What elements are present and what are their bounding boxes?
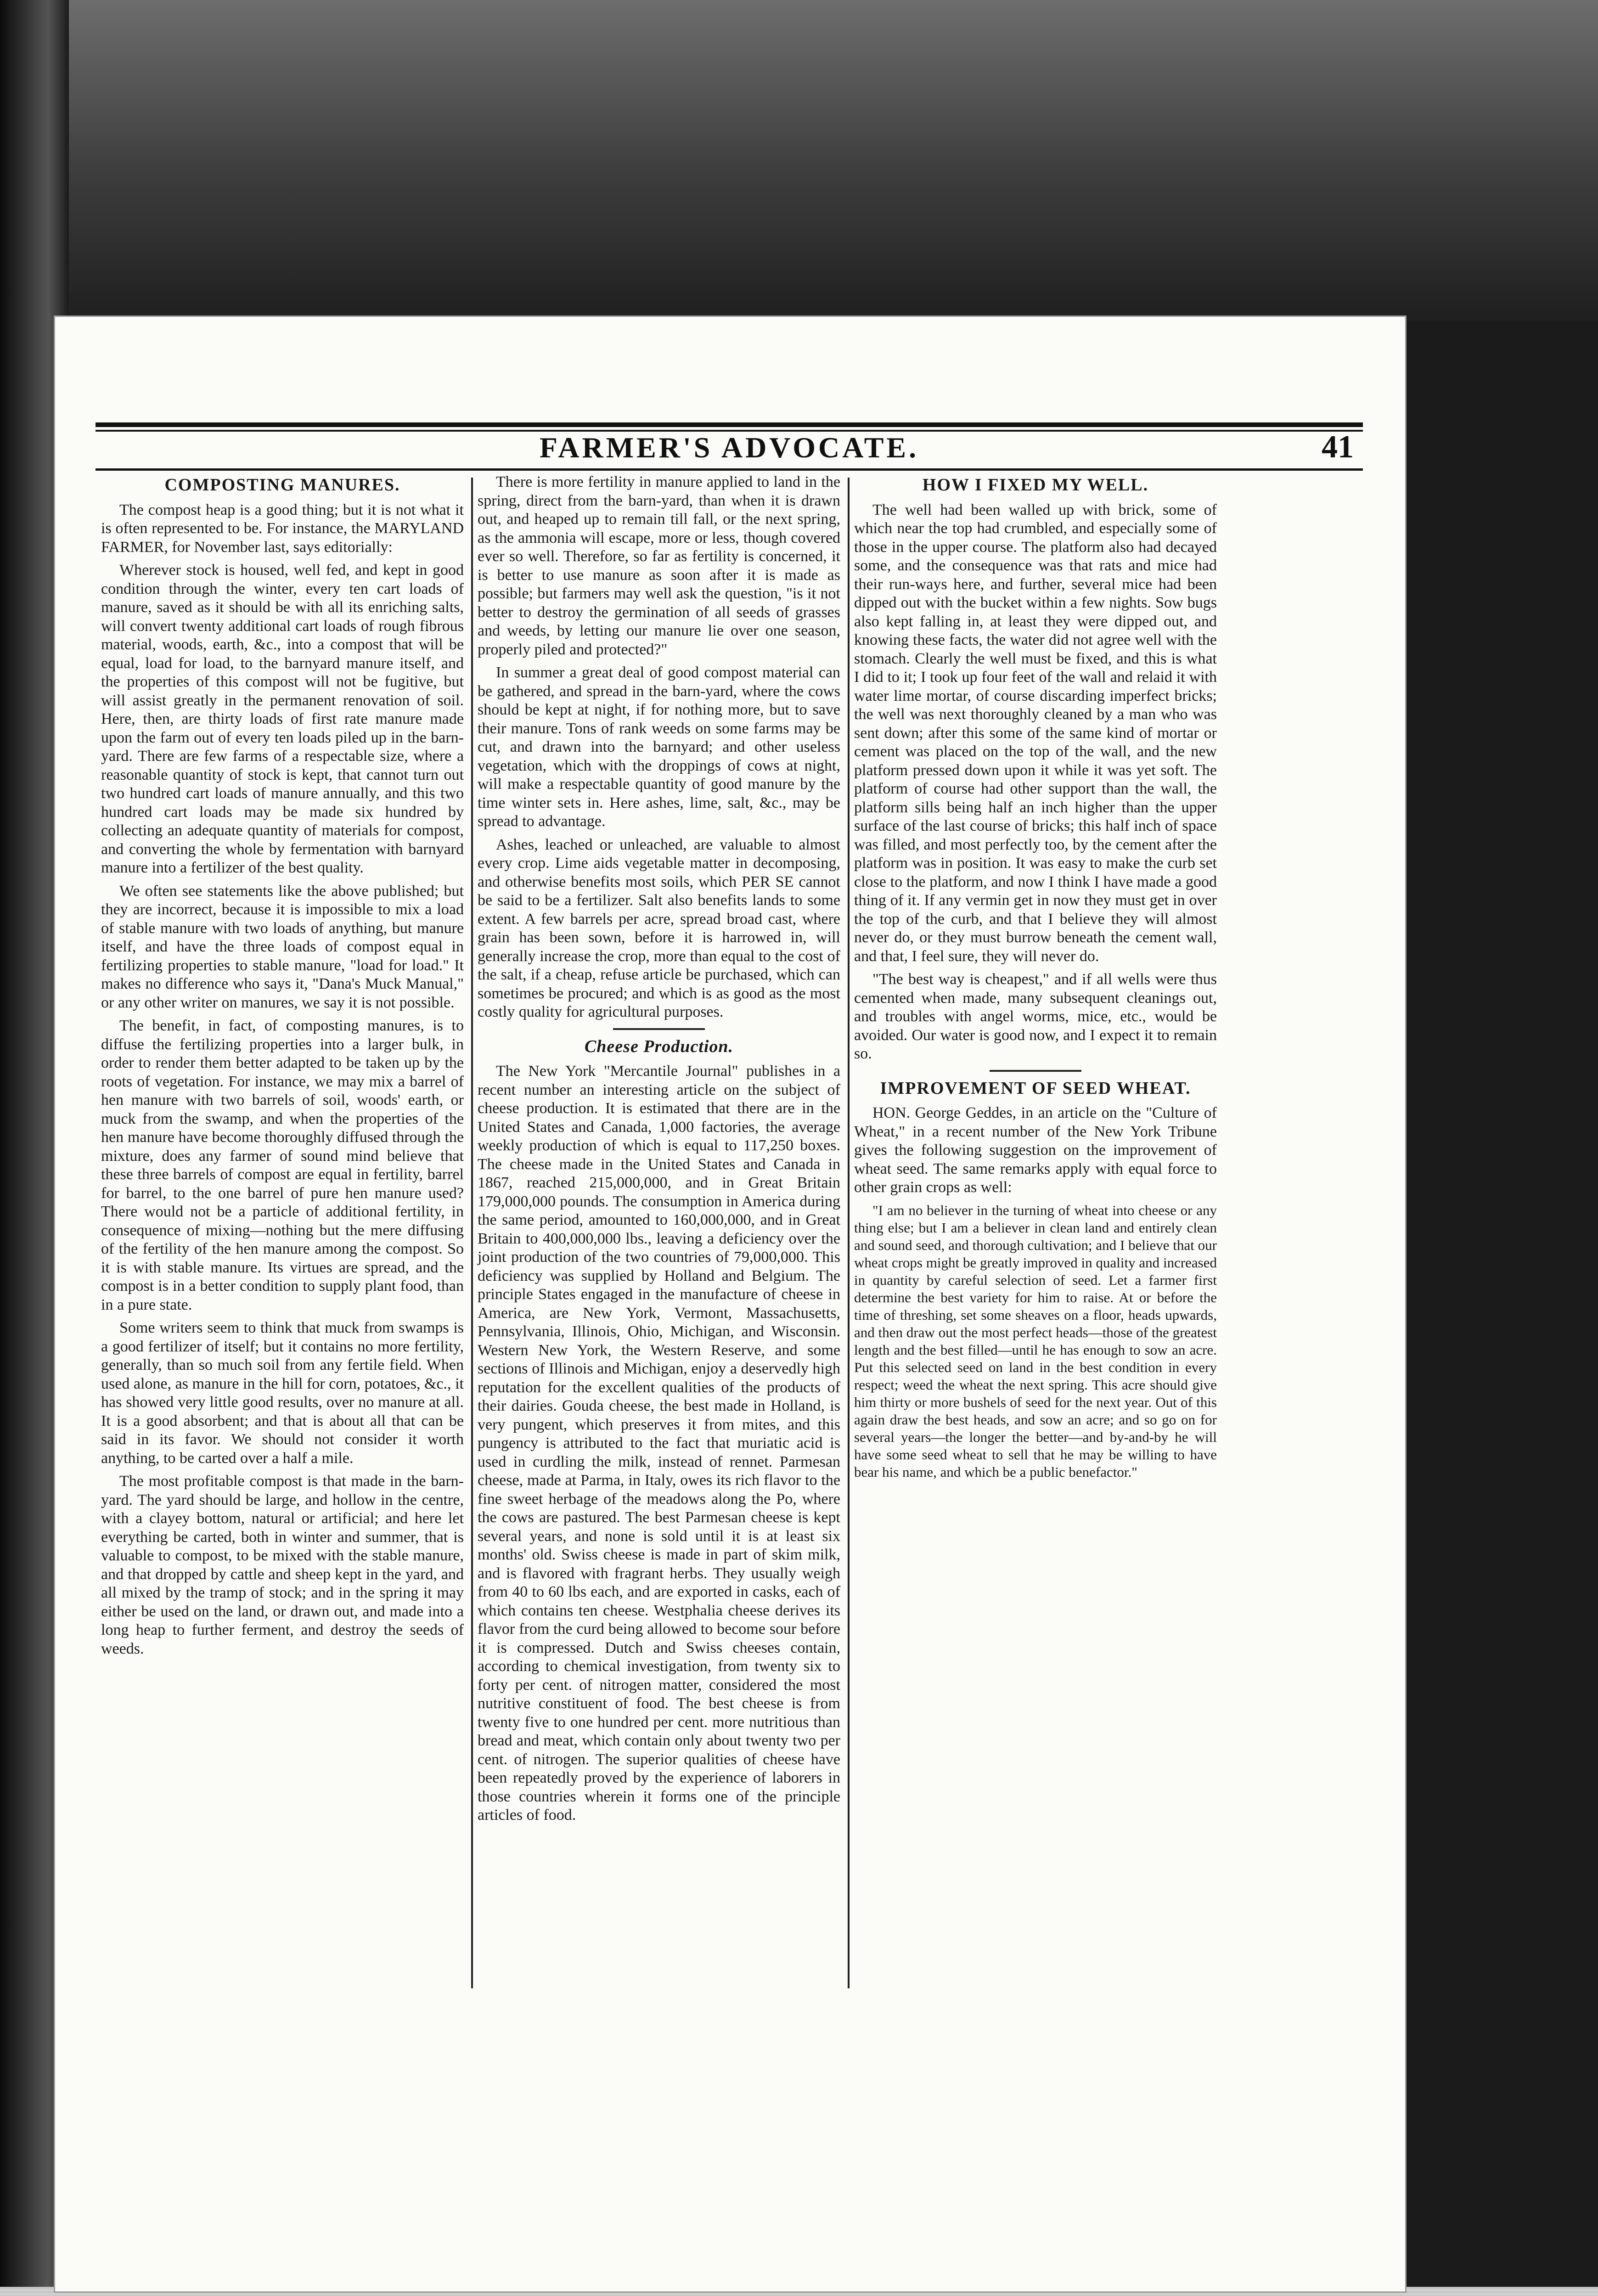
article-title-seed-wheat: IMPROVEMENT OF SEED WHEAT. — [880, 1078, 1191, 1098]
article-paragraph: We often see statements like the above published; but they are incorrect, because it is impossible to mix a load of stable manure with two loads of anything, but manure itself, and have the three loads of compost equal in fertilizing properties to stable manure, "load for load." It makes no difference who says it, "Dana's Muck Manual," or any other writer on manures, we say it is not possible. — [101, 882, 464, 1011]
article-paragraph: The compost heap is a good thing; but it is not what it is often represented to be. For instance, the MARYLAND FARMER, for November last, says editorially: — [101, 501, 464, 556]
article-paragraph: The well had been walled up with brick, some of which near the top had crumbled, and especially some of those in the upper course. The platform also had decayed some, and the consequence was that rats and mice had their run-ways here, and further, several mice had been dipped out with the bucket within a few nights. Sow bugs also kept falling in, at least they were dipped out, and knowing these facts, the water did not agree well with the stomach. Clearly the well must be fixed, and this is what I did to it; I took up four feet of the wall and relaid it with water lime mortar, of course discarding imperfect bricks; the well was next thoroughly cleaned by a man who was sent down; after this some of the same kind of mortar or cement was placed on the top of the wall, and the new platform pressed down upon it while it was yet soft. The platform of course had other support than the wall, the platform sills being half an inch higher than the upper surface of the last course of bricks; this half inch of space was filled, and most perfectly too, by the cement after the platform was in position. It was easy to make the curb set close to the platform, and now I think I have made a good thing of it. If any vermin get in now they must get in over the top of the curb, and that I believe they will almost never do, or they must burrow beneath the cement wall, and that, I feel sure, they will never do. — [854, 501, 1217, 965]
article-paragraph: The most profitable compost is that made in the barn-yard. The yard should be large, and hollow in the centre, with a clayey bottom, natural or artificial; and here let everything be carted, both in winter and summer, that is valuable to compost, to be mixed with the stable manure, and that dropped by cattle and sheep kept in the yard, and all mixed by the tramp of stock; and in the spring it may either be used on the land, or drawn out, and made into a long heap to further ferment, and destroy the seeds of weeds. — [101, 1473, 464, 1657]
column-1 — [101, 473, 464, 1663]
section-divider — [613, 1028, 705, 1030]
column-2 — [478, 473, 840, 1829]
page-header — [96, 422, 1363, 464]
header-rule-bottom — [96, 468, 1363, 471]
article-title-cheese: Cheese Production. — [584, 1036, 734, 1056]
column-divider — [848, 478, 850, 1988]
header-rule-thick — [96, 422, 1363, 427]
column-3 — [854, 473, 1217, 1486]
article-paragraph: In summer a great deal of good compost material can be gathered, and spread in the barn-yard, where the cows should be kept at night, if for nothing more, but to save their manure. Tons of rank weeds on some farms may be cut, and drawn into the barnyard; and other useless vegetation, which with the droppings of cows at night, will make a respectable quantity of good manure by the time winter sets in. Here ashes, lime, salt, &c., may be spread to advantage. — [478, 664, 840, 830]
article-paragraph: The New York "Mercantile Journal" publishes in a recent number an interesting article on the subject of cheese production. It is estimated that there are in the United States and Canada, 1,000 factories, the average weekly production of which is equal to 117,250 boxes. The cheese made in the United States and Canada in 1867, reached 215,000,000, and in Great Britain 179,000,000 pounds. The consumption in America during the same period, amounted to 160,000,000, and in Great Britain to 400,000,000 lbs., leaving a deficiency over the joint production of the two countries of 79,000,000. This deficiency was supplied by Holland and Belgium. The principle States engaged in the manufacture of cheese in America, are New York, Vermont, Massachusetts, Pennsylvania, Illinois, Ohio, Michigan, and Wisconsin. Western New York, the Western Reserve, and some sections of Illinois and Michigan, enjoy a deservedly high reputation for the excellent qualities of the products of their dairies. Gouda cheese, the best made in Holland, is very pungent, which preserves it from mites, and this pungency is attributed to the fact that muriatic acid is used in curdling the milk, instead of rennet. Parmesan cheese, made at Parma, in Italy, owes its rich flavor to the fine sweet herbage of the meadows along the Po, where the cows are pastured. The best Parmesan cheese is kept several years, and none is sold until it is at least six months' old. Swiss cheese is made in part of skim milk, and is flavored with fragrant herbs. They usually weigh from 40 to 60 lbs each, and are exported in casks, each of which contains ten cheese. Westphalia cheese derives its flavor from the curd being allowed to become sour before it is compressed. Dutch and Swiss cheeses contain, according to chemical investigation, from twenty six to forty per cent. of nitrogen matter, considered the most nutritive constituent of food. The best cheese is from twenty five to one hundred per cent. more nutritious than bread and meat, which contain only about twenty two per cent. of nitrogen. The superior qualities of cheese have been repeatedly proved by the experience of laborers in those countries wherein it forms one of the principle articles of food. — [478, 1063, 840, 1823]
article-paragraph: Wherever stock is housed, well fed, and kept in good condition through the winter, every ten cart loads of manure, saved as it should be with all its enriching salts, will convert twenty additional cart loads of rough fibrous material, woods, earth, &c., into a compost that will be equal, load for load, to the barnyard manure itself, and the properties of this compost will not be fugitive, but will assist greatly in the permanent renovation of soil. Here, then, are thirty loads of first rate manure made upon the farm out of every ten loads piled up in the barn-yard. There are few farms of a respectable size, where a reasonable quantity of stock is kept, that cannot turn out two hundred cart loads of manure annually, and this two hundred cart loads may be made six hundred by collecting an adequate quantity of materials for compost, and converting the whole by fermentation with barnyard manure into a fertilizer of the best quality. — [101, 562, 464, 876]
newspaper-page — [55, 317, 1405, 2291]
section-divider — [990, 1070, 1081, 1072]
article-paragraph: The benefit, in fact, of composting manures, is to diffuse the fertilizing properties into a larger bulk, in order to render them better adapted to be taken up by the roots of vegetation. For instance, we may mix a barrel of hen manure with two barrels of soil, woods' earth, or muck from the swamp, and when the properties of the hen manure have become thoroughly diffused through the mixture, does any farmer of sound mind believe that these three barrels of compost are equal in fertility, barrel for barrel, to the one barrel of pure hen manure used? There would not be a particle of additional fertility, in consequence of mixing—nothing but the mere diffusing of the fertility of the hen manure among the compost. So it is with stable manure. Its virtues are spread, and the compost is in a better condition to supply plant food, than in a pure state. — [101, 1017, 464, 1313]
article-paragraph: Some writers seem to think that muck from swamps is a good fertilizer of itself; but it contains no more fertility, generally, than so much soil from any fertile field. When used alone, as manure in the hill for corn, potatoes, &c., it has showed very little good results, over no manure at all. It is a good absorbent; and that is about all that can be said in its favor. We should not consider it worth anything, to be carted over a half a mile. — [101, 1319, 464, 1467]
article-title-composting: COMPOSTING MANURES. — [164, 475, 400, 495]
article-paragraph: HON. George Geddes, in an article on the "Culture of Wheat," in a recent number of the New York Tribune gives the following suggestion on the improvement of wheat seed. The same remarks apply with equal force to other grain crops as well: — [854, 1104, 1217, 1196]
column-divider — [471, 478, 473, 1988]
article-paragraph: "The best way is cheapest," and if all wells were thus cemented when made, many subsequent cleanings out, and troubles with angel worms, mice, etc., would be avoided. Our water is good now, and I expect it to remain so. — [854, 971, 1217, 1062]
article-paragraph: Ashes, leached or unleached, are valuable to almost every crop. Lime aids vegetable matter in decomposing, and otherwise benefits most soils, which PER SE cannot be said to be a fertilizer. Salt also benefits lands to some extent. A few barrels per acre, spread broad cast, where grain has been sown, before it is harrowed in, will generally increase the crop, more than equal to the cost of the salt, if a cheap, refuse article be purchased, which can sometimes be procured; and which is as good as the most costly quality for agricultural purposes. — [478, 836, 840, 1020]
article-quote: "I am no believer in the turning of wheat into cheese or any thing else; but I am a believer in clean land and entirely clean and sound seed, and thorough cultivation; and I believe that our wheat crops might be greatly improved in quality and increased in quantity by careful selection of seed. Let a farmer first determine the best variety for him to raise. At or before the time of threshing, set some sheaves on a floor, heads upwards, and then draw out the most perfect heads—those of the greatest length and the best filled—until he has enough to sow an acre. Put this selected seed on land in the best condition in every respect; weed the wheat the next spring. This acre should give him thirty or more bushels of seed for the next year. Out of this again draw the best heads, and sow an acre; and so go on for several years—the longer the better—and by-and-by he will have some seed wheat to sell that he may be willing to have bear his name, and which be a public benefactor." — [854, 1202, 1217, 1480]
page-number: 41 — [1322, 429, 1354, 465]
article-title-well: HOW I FIXED MY WELL. — [922, 475, 1149, 495]
article-paragraph: There is more fertility in manure applied to land in the spring, direct from the barn-yard, than when it is drawn out, and heaped up to remain till fall, or the next spring, as the ammonia will escape, more or less, though covered ever so well. Therefore, so far as fertility is concerned, it is better to use manure as soon after it is made as possible; but farmers may well ask the question, "is it not better to destroy the germination of all seeds of grasses and weeds, by letting our manure lie over one season, properly piled and protected?" — [478, 473, 840, 658]
masthead-title: FARMER'S ADVOCATE. — [539, 431, 919, 464]
scan-background-top — [0, 0, 1598, 321]
